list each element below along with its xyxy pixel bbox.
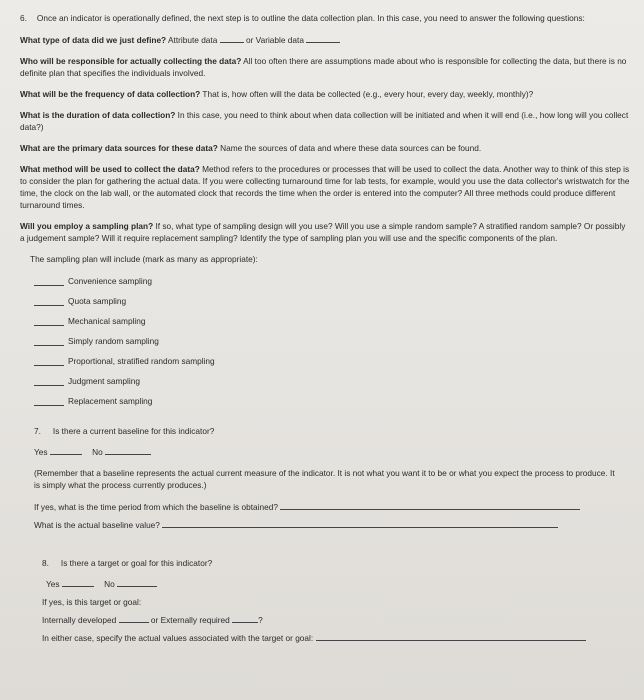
variable-blank[interactable]: [306, 34, 340, 43]
sampling-plan-list: [34, 271, 630, 411]
external-blank[interactable]: [232, 614, 258, 623]
q6-number: 6.: [20, 13, 27, 23]
mark-blank[interactable]: [34, 337, 64, 346]
method-question: What method will be used to collect the data? Method refers to the procedures or processes that will be used to collect the data. Another way to think of this step is to consider the plan for gathering the actual data. If you were collecting turnaround time for lab tests, for example, would you use the data collector's wristwatch for the time, the clock on the lab wall, or the automated clock that records the time when the order is entered into the computer? All three methods could produce different turnaround times.: [20, 164, 630, 210]
q8-yes-no: Yes No: [42, 578, 630, 590]
target-type-question: If yes, is this target or goal:: [42, 597, 142, 607]
q7-question: 7. Is there a current baseline for this indicator?: [34, 426, 215, 436]
sampling-plan-intro: The sampling plan will include (mark as many as appropriate):: [30, 254, 258, 264]
target-source-choice: Internally developed or Externally required ?: [42, 615, 263, 625]
q8-question: 8. Is there a target or goal for this indicator?: [42, 558, 213, 568]
plan-item-mechanical[interactable]: Mechanical sampling: [34, 311, 630, 331]
baseline-period-question: If yes, what is the time period from which the baseline is obtained?: [34, 501, 630, 513]
q7-no-blank[interactable]: [105, 446, 151, 455]
sampling-question: Will you employ a sampling plan? If so, what type of sampling design will you use? Will you use a simple random sample? A stratified random sample? Or possibly a judgement sample? Will it require replacement sampling? Identify the type of sampling plan you will use and the specific components of the plan.: [20, 221, 626, 243]
mark-blank[interactable]: [34, 297, 64, 306]
plan-item-stratified[interactable]: Proportional, stratified random sampling: [34, 351, 630, 371]
q8-no-blank[interactable]: [117, 578, 157, 587]
q8-yes-blank[interactable]: [62, 578, 94, 587]
mark-blank[interactable]: [34, 397, 64, 406]
responsibility-question: Who will be responsible for actually collecting the data? All too often there are assumptions made about who is responsible for collecting the data, but there is no definite plan that specifies the individuals involved.: [20, 56, 627, 78]
plan-item-replacement[interactable]: Replacement sampling: [34, 391, 630, 411]
plan-item-simple-random[interactable]: Simply random sampling: [34, 331, 630, 351]
data-type-question: What type of data did we just define? Attribute data or Variable data: [20, 34, 630, 46]
attribute-blank[interactable]: [220, 34, 244, 43]
plan-item-judgment[interactable]: Judgment sampling: [34, 371, 630, 391]
baseline-value-question: What is the actual baseline value?: [34, 519, 630, 531]
frequency-question: What will be the frequency of data collection? That is, how often will the data be collected (e.g., every hour, every day, weekly, monthly)?: [20, 89, 534, 99]
internal-blank[interactable]: [119, 614, 149, 623]
baseline-note: (Remember that a baseline represents the actual current measure of the indicator. It is not what you want it to be or what you expect the process to produce. It is simply what the process currently produces.): [34, 468, 615, 490]
mark-blank[interactable]: [34, 357, 64, 366]
q8-section: [20, 557, 630, 644]
data-sources-question: What are the primary data sources for these data? Name the sources of data and where these data sources can be found.: [20, 143, 482, 153]
target-values-blank[interactable]: [316, 632, 586, 641]
q7-yes-blank[interactable]: [50, 446, 82, 455]
baseline-period-blank[interactable]: [280, 501, 580, 510]
plan-item-convenience[interactable]: Convenience sampling: [34, 271, 630, 291]
mark-blank[interactable]: [34, 377, 64, 386]
duration-question: What is the duration of data collection? In this case, you need to think about when data collection will be initiated and when it will end (i.e., how long will you collect data?): [20, 110, 629, 132]
target-values-question: In either case, specify the actual values associated with the target or goal:: [42, 632, 630, 644]
q6-intro: 6. Once an indicator is operationally defined, the next step is to outline the data collection plan. In this case, you need to answer the following questions:: [20, 13, 585, 23]
plan-item-quota[interactable]: Quota sampling: [34, 291, 630, 311]
mark-blank[interactable]: [34, 277, 64, 286]
mark-blank[interactable]: [34, 317, 64, 326]
q7-section: [20, 425, 630, 531]
baseline-value-blank[interactable]: [162, 519, 558, 528]
q7-yes-no: Yes No: [34, 446, 630, 458]
